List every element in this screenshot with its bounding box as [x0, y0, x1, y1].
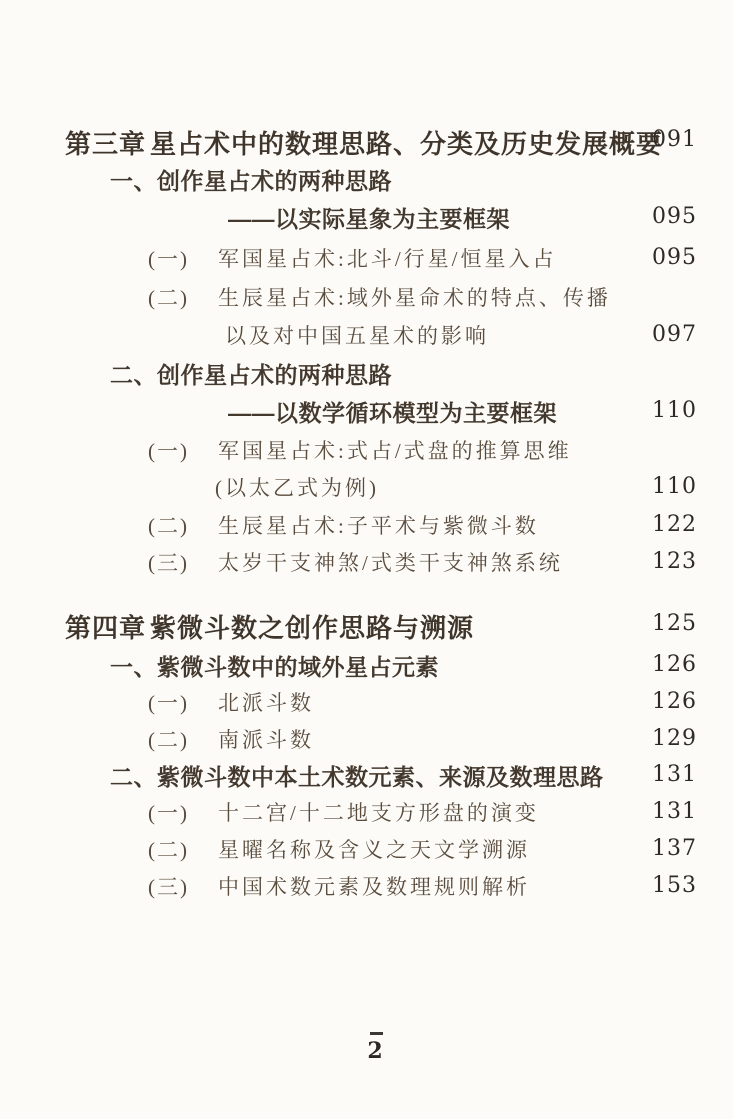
chapter-label: 第三章: [65, 129, 147, 159]
sub-item-title: 北派斗数: [218, 691, 314, 715]
sub-item-label: (三): [148, 875, 189, 899]
sub-item-label: (二): [148, 514, 189, 538]
entry-page-number: 110: [652, 398, 697, 423]
toc-entry-continuation: [0, 319, 733, 353]
toc-entry-sub-item: [0, 686, 733, 720]
chapter-title: 星占术中的数理思路、分类及历史发展概要: [150, 129, 664, 159]
section-title: 二、创作星占术的两种思路: [110, 362, 392, 388]
toc-entry-sub-item: [0, 546, 733, 580]
continuation-text: (以太乙式为例): [215, 476, 379, 500]
toc-entry-dash-subtitle: [0, 201, 733, 235]
entry-page-number: 153: [652, 873, 697, 898]
sub-item-label: (一): [148, 801, 189, 825]
entry-page-number: 126: [652, 689, 697, 714]
entry-page-number: 123: [652, 549, 697, 574]
sub-item-title: 生辰星占术:域外星命术的特点、传播: [218, 286, 611, 310]
sub-item-title: 南派斗数: [218, 728, 314, 752]
toc-entry-section: [0, 649, 733, 683]
sub-item-title: 太岁干支神煞/式类干支神煞系统: [218, 551, 563, 575]
entry-page-number: 097: [652, 322, 697, 347]
sub-item-title: 生辰星占术:子平术与紫微斗数: [218, 514, 539, 538]
sub-item-title: 军国星占术:式占/式盘的推算思维: [218, 439, 572, 463]
toc-entry-sub-item: [0, 509, 733, 543]
dash-subtitle-text: ——以实际星象为主要框架: [228, 206, 510, 232]
sub-item-title: 十二宫/十二地支方形盘的演变: [218, 801, 539, 825]
toc-entry-sub-item: [0, 796, 733, 830]
toc-entry-sub-item: [0, 434, 733, 468]
toc-entry-sub-item: [0, 870, 733, 904]
entry-page-number: 131: [652, 799, 697, 824]
sub-item-label: (一): [148, 247, 189, 271]
footer-page-number: 2: [367, 1038, 383, 1064]
sub-item-label: (一): [148, 691, 189, 715]
toc-entry-sub-item: [0, 281, 733, 315]
sub-item-label: (二): [148, 286, 189, 310]
toc-entry-sub-item: [0, 833, 733, 867]
toc-entry-chapter-3: [0, 124, 733, 158]
entry-page-number: 137: [652, 836, 697, 861]
sub-item-title: 星曜名称及含义之天文学溯源: [218, 838, 530, 862]
sub-item-title: 中国术数元素及数理规则解析: [218, 875, 530, 899]
toc-entry-sub-item: [0, 723, 733, 757]
footer-rule: [370, 1032, 383, 1035]
toc-entry-sub-item: [0, 242, 733, 276]
toc-entry-dash-subtitle: [0, 395, 733, 429]
entry-page-number: 129: [652, 726, 697, 751]
sub-item-label: (一): [148, 439, 189, 463]
section-title: 一、创作星占术的两种思路: [110, 168, 392, 194]
chapter-label: 第四章: [65, 613, 147, 643]
entry-page-number: 125: [652, 611, 697, 636]
sub-item-label: (三): [148, 551, 189, 575]
entry-page-number: 095: [652, 204, 697, 229]
sub-item-title: 军国星占术:北斗/行星/恒星入占: [218, 247, 557, 271]
toc-entry-chapter-4: [0, 608, 733, 642]
toc-entry-section: [0, 357, 733, 391]
chapter-title: 紫微斗数之创作思路与溯源: [150, 613, 475, 643]
continuation-text: 以及对中国五星术的影响: [225, 324, 489, 348]
entry-page-number: 131: [652, 762, 697, 787]
entry-page-number: 091: [652, 127, 697, 152]
sub-item-label: (二): [148, 728, 189, 752]
toc-entry-section: [0, 759, 733, 793]
entry-page-number: 126: [652, 652, 697, 677]
entry-page-number: 122: [652, 512, 697, 537]
toc-entry-continuation: [0, 471, 733, 505]
entry-page-number: 095: [652, 245, 697, 270]
sub-item-label: (二): [148, 838, 189, 862]
dash-subtitle-text: ——以数学循环模型为主要框架: [228, 400, 557, 426]
section-title: 二、紫微斗数中本土术数元素、来源及数理思路: [110, 764, 604, 790]
entry-page-number: 110: [652, 474, 697, 499]
toc-entry-section: [0, 163, 733, 197]
section-title: 一、紫微斗数中的域外星占元素: [110, 654, 439, 680]
